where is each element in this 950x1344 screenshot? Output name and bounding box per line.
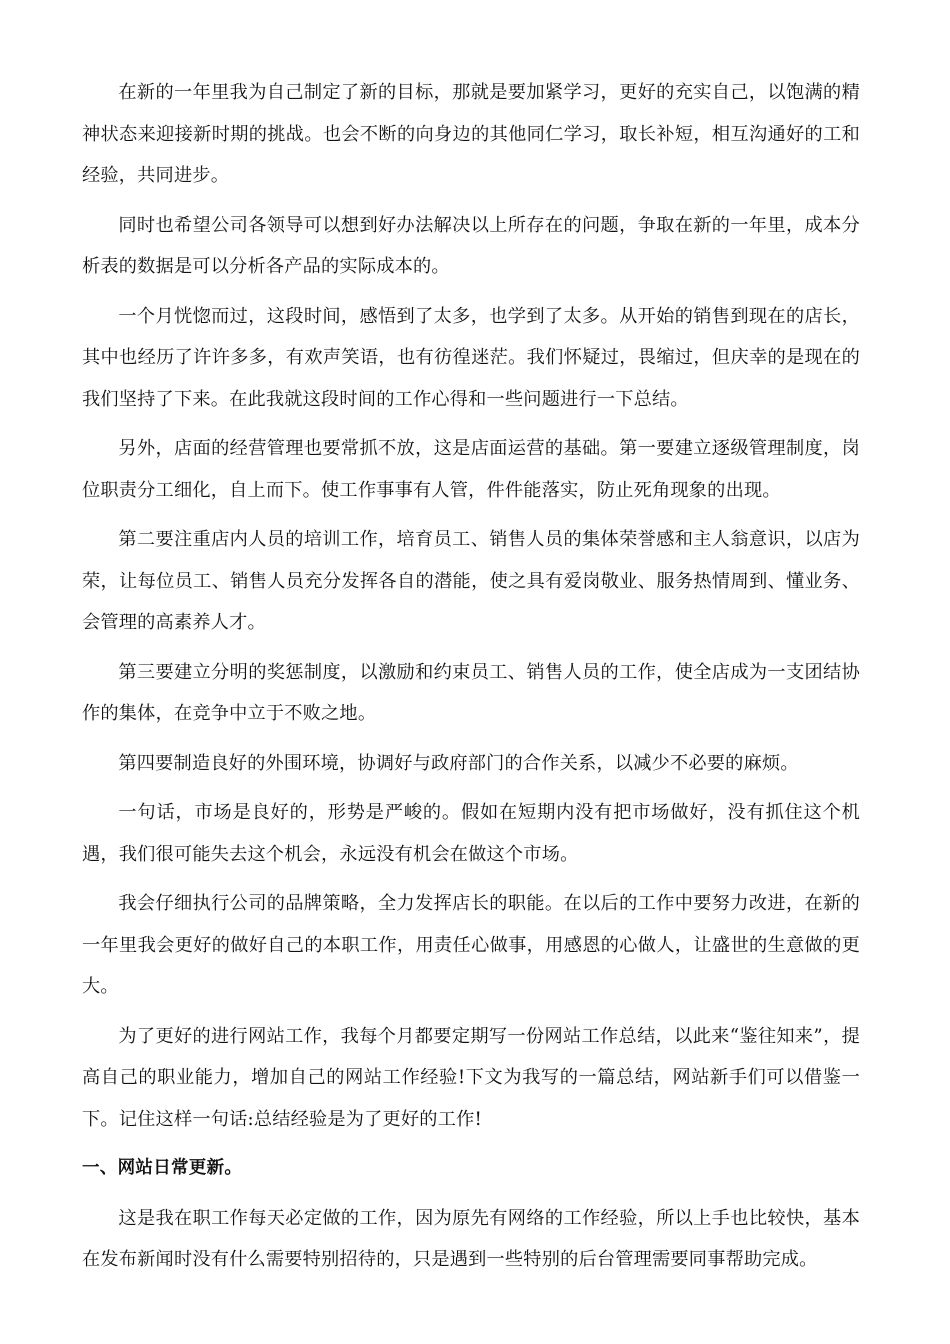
- paragraph: 第二要注重店内人员的培训工作，培育员工、销售人员的集体荣誉感和主人翁意识，以店为荣，让每位员工、销售人员充分发挥各自的潜能，使之具有爱岗敬业、服务热情周到、懂业务、会管理的高素养人才。: [82, 529, 860, 633]
- paragraph: 在新的一年里我为自己制定了新的目标，那就是要加紧学习，更好的充实自己，以饱满的精神状态来迎接新时期的挑战。也会不断的向身边的其他同仁学习，取长补短，相互沟通好的工和经验，共同进步。: [82, 82, 860, 186]
- document-body: [82, 72, 860, 1289]
- paragraph: 为了更好的进行网站工作，我每个月都要定期写一份网站工作总结，以此来“鉴往知来”，提高自己的职业能力，增加自己的网站工作经验!下文为我写的一篇总结，网站新手们可以借鉴一下。记住这样一句话:总结经验是为了更好的工作!: [82, 1025, 860, 1130]
- paragraph: 第四要制造良好的外围环境，协调好与政府部门的合作关系，以减少不必要的麻烦。: [118, 752, 799, 774]
- paragraph: 一个月恍惚而过，这段时间，感悟到了太多，也学到了太多。从开始的销售到现在的店长，其中也经历了许许多多，有欢声笑语，也有彷徨迷茫。我们怀疑过，畏缩过，但庆幸的是现在的我们坚持了下来。在此我就这段时间的工作心得和一些问题进行一下总结。: [82, 305, 860, 410]
- paragraph: 我会仔细执行公司的品牌策略，全力发挥店长的职能。在以后的工作中要努力改进，在新的一年里我会更好的做好自己的本职工作，用责任心做事，用感恩的心做人，让盛世的生意做的更大。: [82, 893, 860, 997]
- paragraph: 这是我在职工作每天必定做的工作，因为原先有网络的工作经验，所以上手也比较快，基本在发布新闻时没有什么需要特别招待的，只是遇到一些特别的后台管理需要同事帮助完成。: [82, 1207, 860, 1270]
- section-heading: 一、网站日常更新。: [82, 1158, 243, 1178]
- paragraph: 一句话，市场是良好的，形势是严峻的。假如在短期内没有把市场做好，没有抓住这个机遇，我们很可能失去这个机会，永远没有机会在做这个市场。: [82, 802, 860, 865]
- paragraph: 另外，店面的经营管理也要常抓不放，这是店面运营的基础。第一要建立逐级管理制度，岗位职责分工细化，自上而下。使工作事事有人管，件件能落实，防止死角现象的出现。: [82, 438, 860, 501]
- paragraph: 同时也希望公司各领导可以想到好办法解决以上所存在的问题，争取在新的一年里，成本分析表的数据是可以分析各产品的实际成本的。: [82, 214, 860, 277]
- paragraph: 第三要建立分明的奖惩制度，以激励和约束员工、销售人员的工作，使全店成为一支团结协作的集体，在竞争中立于不败之地。: [82, 661, 860, 724]
